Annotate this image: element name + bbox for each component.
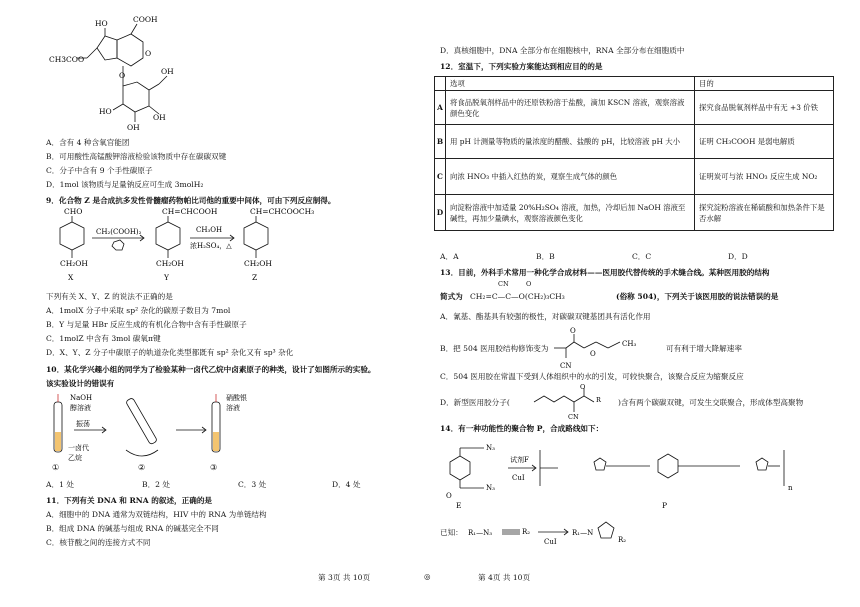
d-cn: CN bbox=[568, 413, 579, 420]
header-method: 选项 bbox=[446, 77, 695, 91]
q13-cn: CN bbox=[498, 280, 509, 288]
q12-option-d: D．D bbox=[728, 252, 748, 261]
b-cn: CN bbox=[560, 362, 572, 370]
cui-label: CuI bbox=[512, 474, 525, 482]
rxn-r2: R₂ bbox=[618, 536, 627, 544]
mol-ho2: HO bbox=[99, 107, 112, 116]
step-3: ③ bbox=[210, 463, 218, 472]
header-goal: 目的 bbox=[695, 77, 834, 91]
row-goal: 探究淀粉溶液在稀硫酸和加热条件下是否水解 bbox=[695, 195, 834, 231]
mol-cooh: COOH bbox=[133, 15, 158, 24]
table-row bbox=[435, 159, 834, 195]
mol-ho: HO bbox=[95, 19, 108, 28]
footer-right-page: 第 4页 共 10页 bbox=[478, 573, 531, 582]
mol-ring-o: O bbox=[145, 49, 152, 58]
row-method: 向淀粉溶液中加适量 20%H₂SO₄ 溶液，加热，冷却后加 NaOH 溶液至碱性，再加少量碘水，观察溶液颜色变化 bbox=[446, 195, 695, 231]
q11-stem: 11．下列有关 DNA 和 RNA 的叙述，正确的是 bbox=[46, 496, 213, 505]
q12-table bbox=[434, 76, 834, 231]
rxn-r1: R₁—N bbox=[572, 529, 594, 537]
q9-option-a: A．1molX 分子中采取 sp² 杂化的碳原子数目为 7mol bbox=[46, 306, 231, 315]
n-label: n bbox=[788, 484, 793, 492]
naoh-label-2: 醇溶液 bbox=[70, 404, 91, 412]
q9-substem: 下列有关 X、Y、Z 的说法不正确的是 bbox=[46, 292, 173, 301]
q13-option-c: C．504 医用胶在常温下受到人体组织中的水的引发，可较快聚合，该聚合反应为缩聚反应 bbox=[440, 372, 744, 381]
q10-option-a: A．1 处 bbox=[46, 480, 74, 489]
footer-left-page: 第 3页 共 10页 bbox=[318, 573, 371, 582]
q11-option-d: D．真核细胞中，DNA 全部分布在细胞核中，RNA 全部分布在细胞质中 bbox=[440, 46, 685, 55]
e-n3a: N₃ bbox=[486, 444, 495, 452]
q13-o: O bbox=[526, 280, 532, 288]
q8-molecule-figure bbox=[47, 6, 207, 131]
row-method: 向浓 HNO₃ 中插入红热的炭，观察生成气体的颜色 bbox=[446, 159, 695, 195]
q13-formula: CH₂=C—C—O(CH₂)₃CH₃ bbox=[470, 292, 565, 301]
z-ch2oh: CH₂OH bbox=[244, 259, 272, 268]
step-1: ① bbox=[52, 463, 60, 472]
naoh-label: NaOH bbox=[70, 394, 93, 402]
rxn-left: R₁—N₃ bbox=[468, 529, 493, 537]
mol-o2: O bbox=[119, 71, 126, 80]
q11-option-c: C．核苷酸之间的连接方式不同 bbox=[46, 538, 151, 547]
d-o: O bbox=[580, 384, 586, 391]
q12-option-a: A．A bbox=[440, 252, 459, 261]
row-goal: 证明 CH₃COOH 是弱电解质 bbox=[695, 125, 834, 159]
row-goal: 探究食品脱氧剂样品中有无 +3 价铁 bbox=[695, 91, 834, 125]
rxn-alkyne: R₂ bbox=[522, 528, 531, 536]
table-header-row bbox=[435, 77, 834, 91]
q10-apparatus-figure bbox=[46, 392, 276, 472]
z-ch: CH=CHCOOCH₃ bbox=[250, 208, 315, 216]
y-label: Y bbox=[164, 273, 169, 282]
mol-oh3: OH bbox=[127, 123, 140, 131]
q13-option-d: D．新型医用胶分子( bbox=[440, 398, 510, 407]
q12-option-b: B．B bbox=[536, 252, 555, 261]
row-goal: 证明炭可与浓 HNO₃ 反应生成 NO₂ bbox=[695, 159, 834, 195]
q13-stem-2b: (俗称 504)，下列关于该医用胶的说法错误的是 bbox=[616, 292, 779, 301]
row-label: B bbox=[435, 125, 446, 159]
row-label: D bbox=[435, 195, 446, 231]
q10-option-b: B．2 处 bbox=[142, 480, 171, 489]
mol-oh2: OH bbox=[153, 113, 166, 122]
row-label: C bbox=[435, 159, 446, 195]
q14-synthesis-figure bbox=[440, 438, 835, 512]
b-o: O bbox=[570, 327, 576, 335]
mol-oh1: OH bbox=[161, 67, 174, 76]
row-method: 用 pH 计测量等物质的量浓度的醋酸、盐酸的 pH，比较溶液 pH 大小 bbox=[446, 125, 695, 159]
row-label: A bbox=[435, 91, 446, 125]
q10-stem-1: 10．某化学兴趣小组的同学为了检验某种一卤代乙烷中卤素原子的种类，设计了如图所示的实验。 bbox=[46, 365, 376, 374]
table-row bbox=[435, 91, 834, 125]
q9-reaction-figure bbox=[46, 208, 336, 288]
q13-option-a: A．氰基、酯基具有较强的极性，对碳碳双键基团具有活化作用 bbox=[440, 312, 651, 321]
q13-b-structure bbox=[550, 326, 660, 370]
silver-label-1: 硝酸银 bbox=[226, 394, 247, 402]
q10-stem-2: 该实验设计的错误有 bbox=[46, 379, 115, 388]
x-label: X bbox=[68, 273, 74, 282]
q9-option-c: C．1molZ 中含有 3mol 碳氧π键 bbox=[46, 334, 161, 343]
table-row bbox=[435, 125, 834, 159]
q14-stem: 14．有一种功能性的聚合物 P，合成路线如下： bbox=[440, 424, 604, 433]
q13-stem-2a: 简式为 bbox=[440, 292, 463, 301]
footer-separator: ◎ bbox=[424, 572, 431, 581]
y-ch: CH=CHCOOH bbox=[162, 208, 218, 216]
q10-option-c: C．3 处 bbox=[238, 480, 267, 489]
mol-side: CH3COO bbox=[49, 55, 85, 64]
d-r: R bbox=[596, 396, 601, 404]
reagent-f: 试剂F bbox=[510, 456, 529, 464]
q9-stem: 9．化合物 Z 是合成抗多发性骨髓瘤药物帕比司他的重要中间体，可由下列反应制得。 bbox=[46, 196, 336, 205]
e-n3b: N₃ bbox=[486, 484, 495, 492]
b-o2: O bbox=[590, 350, 596, 358]
row-method: 将食品脱氧剂样品中的还原铁粉溶于盐酸，滴加 KSCN 溶液，观察溶液颜色变化 bbox=[446, 91, 695, 125]
x-cho: CHO bbox=[64, 208, 83, 216]
q8-option-a: A．含有 4 种含氧官能团 bbox=[46, 138, 130, 147]
q8-option-c: C．分子中含有 9 个手性碳原子 bbox=[46, 166, 153, 175]
q13-d-structure bbox=[532, 384, 616, 420]
reagent-methanol: CH₃OH bbox=[196, 226, 223, 234]
q12-stem: 12．室温下，下列实验方案能达到相应目的的是 bbox=[440, 62, 603, 71]
silver-label-2: 溶液 bbox=[226, 404, 240, 412]
q9-option-b: B．Y 与足量 HBr 反应生成的有机化合物中含有手性碳原子 bbox=[46, 320, 247, 329]
q12-option-c: C．C bbox=[632, 252, 652, 261]
q13-option-b: B．把 504 医用胶结构修饰变为 bbox=[440, 344, 549, 353]
x-ch2oh: CH₂OH bbox=[60, 259, 88, 268]
q11-option-a: A．细胞中的 DNA 通常为双链结构，HIV 中的 RNA 为单链结构 bbox=[46, 510, 267, 519]
q13-d-tail: )含有两个碳碳双键，可发生交联聚合，形成体型高聚物 bbox=[618, 398, 804, 407]
q8-option-b: B．可用酸性高锰酸钾溶液检验该物质中存在碳碳双键 bbox=[46, 152, 227, 161]
q13-stem-1: 13．目前，外科手术常用一种化学合成材料——医用胶代替传统的手术缝合线。某种医用胶的结构 bbox=[440, 268, 770, 277]
table-row bbox=[435, 195, 834, 231]
q10-option-d: D．4 处 bbox=[332, 480, 361, 489]
halide-label-2: 乙烷 bbox=[68, 454, 82, 462]
step-2: ② bbox=[138, 463, 146, 472]
q14-known-reaction bbox=[468, 514, 668, 550]
shake-label: 振荡 bbox=[76, 420, 90, 428]
q13-b-tail: 可有利于增大降解速率 bbox=[666, 344, 742, 353]
q8-option-d: D．1mol 该物质与足量钠反应可生成 3molH₂ bbox=[46, 180, 204, 189]
reagent-acid: 浓H₂SO₄，△ bbox=[190, 242, 232, 250]
halide-label-1: 一卤代 bbox=[68, 444, 89, 452]
q11-option-b: B．组成 DNA 的碱基与组成 RNA 的碱基完全不同 bbox=[46, 524, 219, 533]
z-label: Z bbox=[252, 273, 258, 282]
b-ch: CH₃ bbox=[622, 340, 637, 348]
q14-known: 已知： bbox=[440, 528, 463, 537]
q9-option-d: D．X、Y、Z 分子中碳原子的轨道杂化类型都既有 sp² 杂化又有 sp³ 杂化 bbox=[46, 348, 294, 357]
e-o: O bbox=[446, 492, 452, 500]
reagent-malonic: CH₂(COOH)₂ bbox=[96, 228, 142, 236]
e-label: E bbox=[456, 501, 462, 510]
rxn-cui: CuI bbox=[544, 538, 557, 546]
y-ch2oh: CH₂OH bbox=[156, 259, 184, 268]
p-label: P bbox=[662, 501, 668, 510]
